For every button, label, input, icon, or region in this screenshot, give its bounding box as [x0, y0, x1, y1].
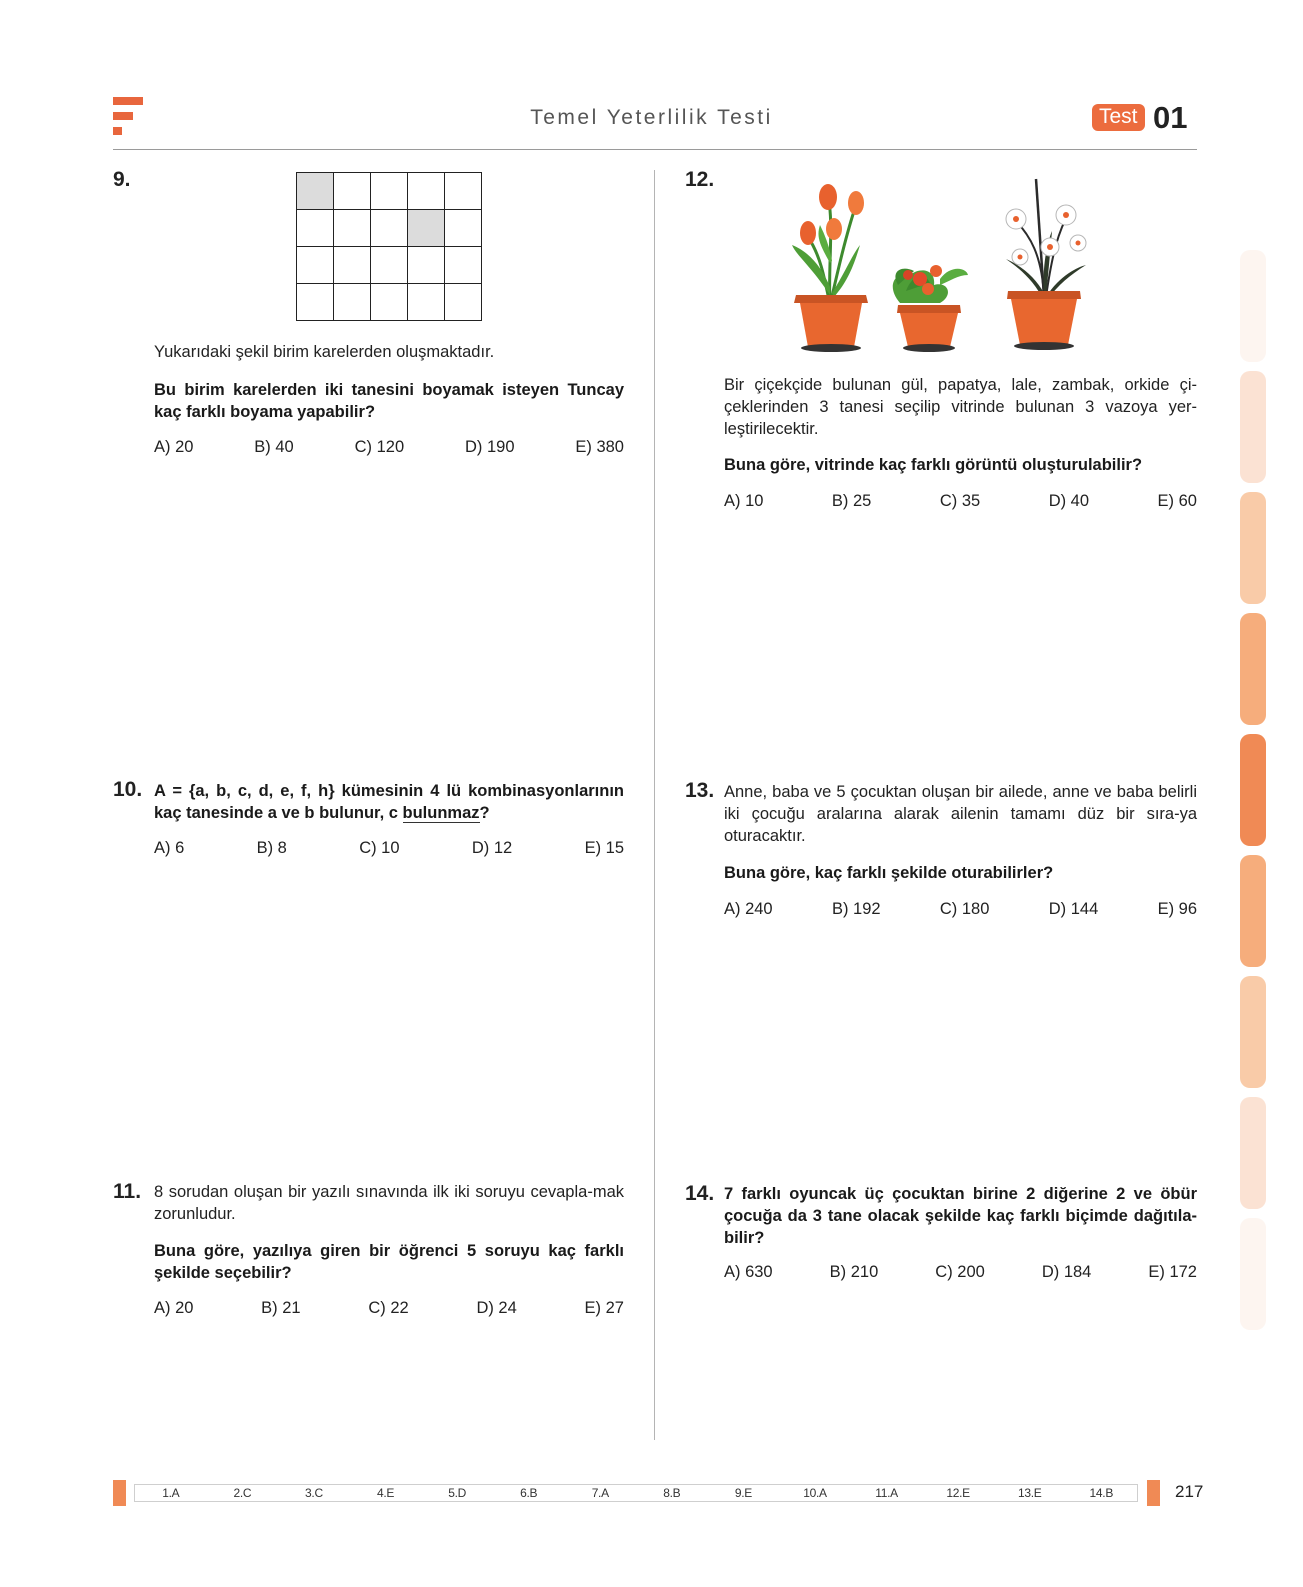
- answer-key-left-marker: [113, 1480, 126, 1506]
- grid-cell: [334, 173, 371, 210]
- grid-cell: [445, 210, 482, 247]
- answer-key-item: 9.E: [734, 1486, 752, 1500]
- page-number: 217: [1175, 1482, 1204, 1501]
- column-divider: [654, 170, 655, 1440]
- option-e[interactable]: E) 15: [584, 839, 624, 857]
- grid-cell: [408, 247, 445, 284]
- grid-cell: [334, 210, 371, 247]
- side-tab: [1240, 492, 1266, 604]
- answer-key-item: 10.A: [803, 1486, 827, 1500]
- question-11-stem: Buna göre, yazılıya giren bir öğrenci 5 soruyu kaç farklı şekilde seçebilir?: [154, 1242, 624, 1282]
- question-12-text: Bir çiçekçide bulunan gül, papatya, lale, zambak, orkide çi-çeklerinden 3 tanesi seçilip vitrinde bulunan 3 vazoya yer-leştirilecektir.: [724, 376, 1197, 438]
- answer-key-item: 13.E: [1017, 1486, 1042, 1500]
- answer-key-item: 12.E: [946, 1486, 970, 1500]
- side-tab: [1240, 976, 1266, 1088]
- option-b[interactable]: B) 8: [256, 839, 287, 857]
- answer-key-item: 7.A: [591, 1486, 609, 1500]
- answer-key-item: 14.B: [1089, 1486, 1114, 1500]
- grid-cell: [334, 247, 371, 284]
- question-13-options: [724, 900, 1197, 919]
- option-a[interactable]: A) 6: [154, 839, 185, 857]
- option-a[interactable]: A) 10: [724, 492, 764, 510]
- side-tab: [1240, 371, 1266, 483]
- answer-key-item: 4.E: [376, 1486, 395, 1500]
- grid-cell: [371, 247, 408, 284]
- option-a[interactable]: A) 20: [154, 1299, 194, 1317]
- answer-key-strip: [113, 1480, 1198, 1506]
- unit-square-grid: [296, 172, 482, 321]
- option-e[interactable]: E) 27: [584, 1299, 624, 1317]
- grid-cell: [408, 210, 445, 247]
- question-9-number: 9.: [113, 168, 131, 191]
- question-10-stem-part2: ?: [479, 804, 490, 822]
- side-tab: [1240, 1218, 1266, 1330]
- option-d[interactable]: D) 190: [464, 438, 515, 456]
- option-c[interactable]: C) 35: [939, 492, 981, 510]
- option-d[interactable]: D) 12: [471, 839, 513, 857]
- question-14-stem: 7 farklı oyuncak üç çocuktan birine 2 diğerine 2 ve öbür çocuğa da 3 tane olacak şekilde kaç farklı biçimde dağıtıla-bilir?: [724, 1185, 1197, 1247]
- question-9-options: [154, 438, 624, 457]
- option-b[interactable]: B) 21: [261, 1299, 301, 1317]
- option-d[interactable]: D) 144: [1048, 900, 1099, 918]
- rose-pot-icon: [893, 265, 968, 352]
- question-10-stem: [154, 780, 624, 824]
- side-tab: [1240, 613, 1266, 725]
- grid-cell: [297, 173, 334, 210]
- option-b[interactable]: B) 192: [831, 900, 881, 918]
- answer-key: [134, 1484, 1138, 1502]
- question-13-stem: Buna göre, kaç farklı şekilde oturabilirler?: [724, 864, 1054, 882]
- option-d[interactable]: D) 24: [476, 1299, 517, 1317]
- underlined-word: bulunmaz: [402, 804, 480, 822]
- question-13-text: Anne, baba ve 5 çocuktan oluşan bir ailede, anne ve baba belirli iki çocuğu aralarına alarak ailenin tamamı düz bir sıra-ya oturacaktır.: [724, 783, 1197, 845]
- question-13-number: 13.: [685, 779, 715, 802]
- grid-cell: [334, 284, 371, 321]
- header-divider: [113, 149, 1197, 150]
- grid-cell: [371, 210, 408, 247]
- grid-cell: [408, 284, 445, 321]
- option-b[interactable]: B) 25: [831, 492, 872, 510]
- option-b[interactable]: B) 40: [254, 438, 294, 456]
- question-12-stem: Buna göre, vitrinde kaç farklı görüntü oluşturulabilir?: [724, 456, 1143, 474]
- option-c[interactable]: C) 22: [368, 1299, 409, 1317]
- question-10-stem-part1: A = {a, b, c, d, e, f, h} kümesinin 4 lü kombinasyonlarının kaç tanesinde a ve b bulunur, c: [154, 782, 624, 822]
- question-14-number: 14.: [685, 1182, 715, 1205]
- question-12-number: 12.: [685, 168, 715, 191]
- answer-key-item: 6.B: [520, 1486, 538, 1500]
- option-d[interactable]: D) 40: [1048, 492, 1090, 510]
- question-9-text: Yukarıdaki şekil birim karelerden oluşmaktadır.: [154, 343, 495, 361]
- answer-key-item: 2.C: [233, 1486, 252, 1500]
- option-b[interactable]: B) 210: [829, 1263, 879, 1281]
- question-10-number: 10.: [113, 778, 143, 801]
- question-9-stem: Bu birim karelerden iki tanesini boyamak isteyen Tuncay kaç farklı boyama yapabilir?: [154, 381, 624, 421]
- option-a[interactable]: A) 630: [724, 1263, 773, 1281]
- question-11-text: 8 sorudan oluşan bir yazılı sınavında ilk iki soruyu cevapla-mak zorunludur.: [154, 1183, 624, 1223]
- grid-cell: [297, 247, 334, 284]
- answer-key-item: 8.B: [663, 1486, 681, 1500]
- grid-cell: [445, 173, 482, 210]
- option-d[interactable]: D) 184: [1041, 1263, 1092, 1281]
- orchid-pot-icon: [1006, 179, 1086, 350]
- option-c[interactable]: C) 120: [354, 438, 405, 456]
- answer-key-item: 3.C: [305, 1486, 323, 1500]
- question-12-options: [724, 492, 1197, 511]
- side-tab: [1240, 250, 1266, 362]
- option-a[interactable]: A) 240: [724, 900, 773, 918]
- grid-cell: [297, 210, 334, 247]
- test-badge: Test: [1092, 104, 1145, 131]
- option-c[interactable]: C) 180: [939, 900, 990, 918]
- option-e[interactable]: E) 60: [1157, 492, 1197, 510]
- side-tab: [1240, 1097, 1266, 1209]
- side-tab: [1240, 734, 1266, 846]
- grid-cell: [445, 247, 482, 284]
- option-c[interactable]: C) 200: [935, 1263, 985, 1281]
- grid-cell: [371, 284, 408, 321]
- header-title: Temel Yeterlilik Testi: [530, 106, 773, 129]
- option-e[interactable]: E) 380: [575, 438, 624, 456]
- option-a[interactable]: A) 20: [154, 438, 194, 456]
- option-c[interactable]: C) 10: [359, 839, 400, 857]
- flower-pots-illustration: [790, 175, 1120, 360]
- option-e[interactable]: E) 96: [1157, 900, 1197, 918]
- answer-key-item: 11.A: [875, 1486, 898, 1500]
- question-11-options: [154, 1299, 624, 1318]
- answer-key-right-marker: [1147, 1480, 1160, 1506]
- tulip-pot-icon: [792, 184, 868, 352]
- grid-cell: [371, 173, 408, 210]
- question-11-number: 11.: [113, 1180, 142, 1203]
- option-e[interactable]: E) 172: [1148, 1263, 1197, 1281]
- test-number: 01: [1153, 100, 1188, 135]
- grid-cell: [297, 284, 334, 321]
- side-tab: [1240, 855, 1266, 967]
- question-10-options: [154, 839, 624, 858]
- grid-cell: [408, 173, 445, 210]
- grid-cell: [445, 284, 482, 321]
- answer-key-item: 5.D: [448, 1486, 466, 1500]
- question-14-options: [724, 1263, 1197, 1282]
- answer-key-item: 1.A: [162, 1486, 180, 1500]
